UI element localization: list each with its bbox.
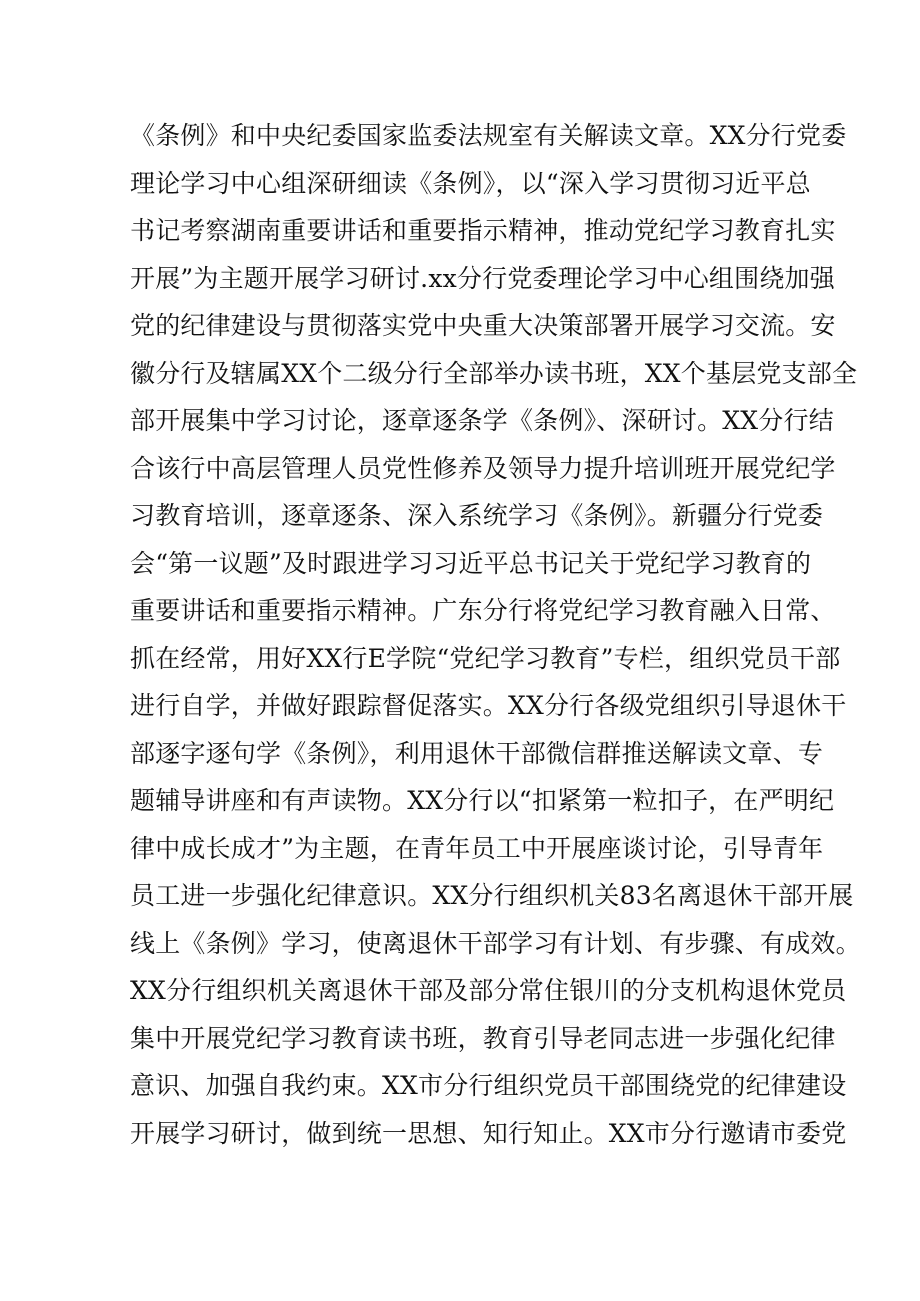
text-line: 习教育培训，逐章逐条、深入系统学习《条例》。新疆分行党委: [130, 501, 824, 530]
text-line: 抓在经常，用好XX行E学院“党纪学习教育”专栏，组织党员干部: [130, 643, 841, 673]
text-line: 进行自学，并做好跟踪督促落实。XX分行各级党组织引导退休干: [130, 691, 847, 720]
text-line: 题辅导讲座和有声读物。XX分行以“扣紧第一粒扣子，在严明纪: [130, 786, 835, 815]
text-line: 部逐字逐句学《条例》，利用退休干部微信群推送解读文章、专: [130, 738, 824, 768]
text-line: 理论学习中心组深研细读《条例》，以“深入学习贯彻习近平总: [130, 168, 811, 198]
text-line: 部开展集中学习讨论，逐章逐条学《条例》、深研讨。XX分行结: [130, 406, 834, 435]
text-line: 党的纪律建设与贯彻落实党中央重大决策部署开展学习交流。安: [130, 311, 836, 340]
text-line: 开展”为主题开展学习研讨.xx分行党委理论学习中心组围绕加强: [130, 263, 835, 293]
text-line: 线上《条例》学习，使离退休干部学习有计划、有步骤、有成效。: [130, 928, 861, 958]
text-line: 书记考察湖南重要讲话和重要指示精神，推动党纪学习教育扎实: [130, 216, 836, 245]
text-line: 会“第一议题”及时跟进学习习近平总书记关于党纪学习教育的: [130, 548, 812, 578]
text-line: 徽分行及辖属XX个二级分行全部举办读书班，XX个基层党支部全: [130, 358, 858, 388]
text-line: 《条例》和中央纪委国家监委法规室有关解读文章。XX分行党委: [130, 121, 847, 150]
text-line: XX分行组织机关离退休干部及部分常住银川的分支机构退休党员: [130, 976, 847, 1005]
text-line: 意识、加强自我约束。XX市分行组织党员干部围绕党的纪律建设: [130, 1071, 847, 1100]
text-line: 员工进一步强化纪律意识。XX分行组织机关83名离退休干部开展: [130, 881, 854, 910]
text-line: 合该行中高层管理人员党性修养及领导力提升培训班开展党纪学: [130, 453, 836, 483]
text-line: 重要讲话和重要指示精神。广东分行将党纪学习教育融入日常、: [130, 596, 836, 625]
text-line: 开展学习研讨，做到统一思想、知行知止。XX市分行邀请市委党: [130, 1118, 847, 1148]
body-paragraph: [130, 112, 861, 1157]
text-line: 律中成长成才”为主题，在青年员工中开展座谈讨论，引导青年: [130, 833, 824, 863]
text-line: 集中开展党纪学习教育读书班，教育引导老同志进一步强化纪律: [130, 1023, 836, 1053]
